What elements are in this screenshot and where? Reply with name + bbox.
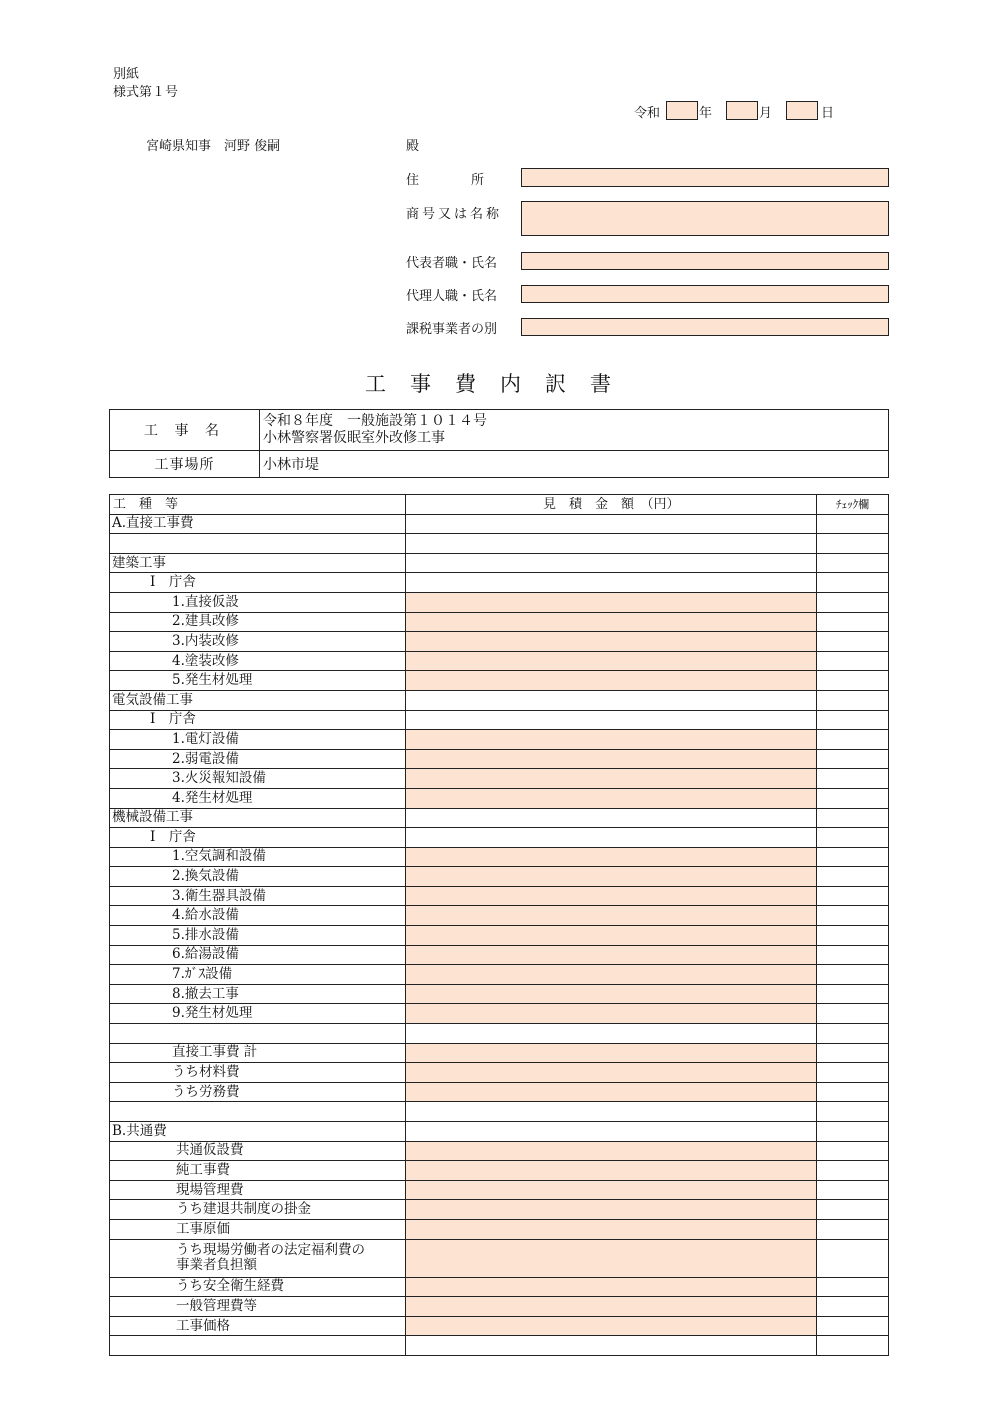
table-row	[110, 671, 889, 691]
month-label: 月	[759, 106, 773, 121]
column-header-check: ﾁｪｯｸ欄	[817, 495, 889, 515]
table-row	[110, 828, 889, 848]
amount-cell[interactable]	[406, 788, 817, 808]
table-row	[110, 632, 889, 652]
table-row	[110, 1082, 889, 1102]
row-label: 4.発生材処理	[110, 788, 406, 808]
check-cell	[817, 847, 889, 867]
row-label: 現場管理費	[110, 1180, 406, 1200]
agent-field[interactable]	[521, 285, 889, 303]
check-cell	[817, 1336, 889, 1356]
tax-field[interactable]	[521, 318, 889, 336]
row-label: 工事原価	[110, 1219, 406, 1239]
day-input[interactable]	[786, 101, 818, 120]
amount-cell	[406, 534, 817, 554]
row-label	[110, 534, 406, 554]
check-cell	[817, 690, 889, 710]
tax-label: 課税事業者の別	[406, 322, 498, 337]
check-cell	[817, 867, 889, 887]
project-place-value: 小林市堤	[260, 451, 889, 478]
agent-label: 代理人職・氏名	[406, 289, 498, 304]
check-cell	[817, 1180, 889, 1200]
check-cell	[817, 926, 889, 946]
row-label	[110, 1336, 406, 1356]
row-label: 共通仮設費	[110, 1141, 406, 1161]
amount-cell[interactable]	[406, 1082, 817, 1102]
table-row	[110, 769, 889, 789]
amount-cell	[406, 828, 817, 848]
table-row	[110, 534, 889, 554]
amount-cell[interactable]	[406, 867, 817, 887]
check-cell	[817, 769, 889, 789]
check-cell	[817, 632, 889, 652]
amount-cell[interactable]	[406, 847, 817, 867]
check-cell	[817, 612, 889, 632]
amount-cell[interactable]	[406, 769, 817, 789]
table-row	[110, 984, 889, 1004]
table-row	[110, 1102, 889, 1122]
table-row	[110, 651, 889, 671]
form-number: 様式第１号	[113, 85, 179, 100]
table-row	[110, 710, 889, 730]
amount-cell[interactable]	[406, 1180, 817, 1200]
amount-cell	[406, 1336, 817, 1356]
honorific: 殿	[406, 139, 420, 154]
amount-cell	[406, 553, 817, 573]
amount-cell[interactable]	[406, 886, 817, 906]
amount-cell[interactable]	[406, 730, 817, 750]
address-field[interactable]	[521, 168, 889, 187]
check-cell	[817, 534, 889, 554]
table-row	[110, 1180, 889, 1200]
amount-cell[interactable]	[406, 1219, 817, 1239]
table-row	[110, 573, 889, 593]
project-info-table	[109, 409, 889, 478]
row-label: Ⅰ 庁舎	[110, 828, 406, 848]
table-row	[110, 906, 889, 926]
row-label: 6.給湯設備	[110, 945, 406, 965]
table-row	[110, 612, 889, 632]
row-label: うち建退共制度の掛金	[110, 1200, 406, 1220]
check-cell	[817, 651, 889, 671]
row-label: 1.空気調和設備	[110, 847, 406, 867]
table-row	[110, 1122, 889, 1142]
project-name-line1: 令和８年度 一般施設第１０１４号	[263, 413, 487, 429]
table-row	[110, 1239, 889, 1277]
row-label: 3.衛生器具設備	[110, 886, 406, 906]
table-row	[110, 749, 889, 769]
day-label: 日	[821, 106, 835, 121]
check-cell	[817, 514, 889, 534]
row-label: うち安全衛生経費	[110, 1277, 406, 1297]
row-label: 5.発生材処理	[110, 671, 406, 691]
check-cell	[817, 592, 889, 612]
table-row	[110, 1336, 889, 1356]
row-label: 4.塗装改修	[110, 651, 406, 671]
attachment-label: 別紙	[113, 67, 140, 82]
table-row	[110, 1141, 889, 1161]
check-cell	[817, 906, 889, 926]
row-label: うち材料費	[110, 1063, 406, 1083]
representative-label: 代表者職・氏名	[406, 256, 498, 271]
amount-cell[interactable]	[406, 1200, 817, 1220]
check-cell	[817, 1024, 889, 1044]
amount-cell[interactable]	[406, 651, 817, 671]
amount-cell[interactable]	[406, 749, 817, 769]
year-label: 年	[699, 106, 713, 121]
address-label: 住 所	[406, 173, 485, 188]
check-cell	[817, 1141, 889, 1161]
table-row	[110, 926, 889, 946]
addressee: 宮崎県知事 河野 俊嗣	[146, 139, 281, 154]
amount-cell[interactable]	[406, 671, 817, 691]
row-label: Ⅰ 庁舎	[110, 710, 406, 730]
table-row	[110, 847, 889, 867]
amount-cell[interactable]	[406, 926, 817, 946]
row-label: 4.給水設備	[110, 906, 406, 926]
check-cell	[817, 1200, 889, 1220]
check-cell	[817, 1297, 889, 1317]
company-field[interactable]	[521, 201, 889, 236]
project-name-value	[260, 410, 889, 451]
row-label: 純工事費	[110, 1161, 406, 1181]
row-label: うち労務費	[110, 1082, 406, 1102]
row-label: 電気設備工事	[110, 690, 406, 710]
check-cell	[817, 1063, 889, 1083]
check-cell	[817, 886, 889, 906]
row-label	[110, 1024, 406, 1044]
check-cell	[817, 984, 889, 1004]
amount-cell[interactable]	[406, 632, 817, 652]
amount-cell[interactable]	[406, 1004, 817, 1024]
representative-field[interactable]	[521, 252, 889, 270]
row-label	[110, 1102, 406, 1122]
check-cell	[817, 1043, 889, 1063]
amount-cell	[406, 514, 817, 534]
table-row	[110, 1297, 889, 1317]
project-name-label: 工 事 名	[110, 410, 260, 451]
check-cell	[817, 1277, 889, 1297]
row-label: 2.建具改修	[110, 612, 406, 632]
row-label: 一般管理費等	[110, 1297, 406, 1317]
amount-cell[interactable]	[406, 1063, 817, 1083]
project-name-line2: 小林警察署仮眠室外改修工事	[263, 430, 445, 446]
cost-breakdown-table	[109, 494, 889, 1356]
check-cell	[817, 671, 889, 691]
table-row	[110, 965, 889, 985]
amount-cell	[406, 808, 817, 828]
check-cell	[817, 1004, 889, 1024]
amount-cell	[406, 690, 817, 710]
amount-cell[interactable]	[406, 612, 817, 632]
check-cell	[817, 808, 889, 828]
amount-cell[interactable]	[406, 945, 817, 965]
check-cell	[817, 730, 889, 750]
project-place-label: 工事場所	[110, 451, 260, 478]
row-label: 2.換気設備	[110, 867, 406, 887]
table-row	[110, 1043, 889, 1063]
amount-cell[interactable]	[406, 592, 817, 612]
check-cell	[817, 788, 889, 808]
row-label: 7.ｶﾞｽ設備	[110, 965, 406, 985]
check-cell	[817, 1122, 889, 1142]
amount-cell[interactable]	[406, 1043, 817, 1063]
amount-cell	[406, 1122, 817, 1142]
column-header-amount: 見 積 金 額 （円）	[406, 495, 817, 515]
table-row	[110, 592, 889, 612]
amount-cell[interactable]	[406, 1297, 817, 1317]
amount-cell[interactable]	[406, 1277, 817, 1297]
amount-cell	[406, 710, 817, 730]
table-row	[110, 1200, 889, 1220]
check-cell	[817, 1239, 889, 1277]
table-row	[110, 886, 889, 906]
check-cell	[817, 710, 889, 730]
company-label: 商号又は名称	[406, 207, 503, 222]
year-input[interactable]	[666, 101, 698, 120]
row-label: 直接工事費 計	[110, 1043, 406, 1063]
amount-cell[interactable]	[406, 1141, 817, 1161]
row-label: うち現場労働者の法定福利費の 事業者負担額	[110, 1239, 406, 1277]
check-cell	[817, 945, 889, 965]
row-label: 5.排水設備	[110, 926, 406, 946]
row-label: A.直接工事費	[110, 514, 406, 534]
amount-cell	[406, 1024, 817, 1044]
row-label: 1.直接仮設	[110, 592, 406, 612]
amount-cell[interactable]	[406, 984, 817, 1004]
row-label: B.共通費	[110, 1122, 406, 1142]
row-label: 3.内装改修	[110, 632, 406, 652]
table-row	[110, 1316, 889, 1336]
amount-cell[interactable]	[406, 1239, 817, 1277]
column-header-item: 工 種 等	[110, 495, 406, 515]
table-row	[110, 553, 889, 573]
row-label: 2.弱電設備	[110, 749, 406, 769]
row-label: 工事価格	[110, 1316, 406, 1336]
table-row	[110, 1063, 889, 1083]
check-cell	[817, 1082, 889, 1102]
check-cell	[817, 749, 889, 769]
amount-cell[interactable]	[406, 965, 817, 985]
table-row	[110, 1024, 889, 1044]
row-label: 建築工事	[110, 553, 406, 573]
amount-cell	[406, 573, 817, 593]
month-input[interactable]	[726, 101, 758, 120]
row-label: Ⅰ 庁舎	[110, 573, 406, 593]
table-row	[110, 808, 889, 828]
amount-cell[interactable]	[406, 1161, 817, 1181]
check-cell	[817, 1316, 889, 1336]
check-cell	[817, 1102, 889, 1122]
table-row	[110, 730, 889, 750]
table-row	[110, 1219, 889, 1239]
row-label: 3.火災報知設備	[110, 769, 406, 789]
check-cell	[817, 965, 889, 985]
table-row	[110, 1004, 889, 1024]
table-row	[110, 788, 889, 808]
row-label: 8.撤去工事	[110, 984, 406, 1004]
check-cell	[817, 1161, 889, 1181]
amount-cell[interactable]	[406, 906, 817, 926]
table-row	[110, 1277, 889, 1297]
amount-cell[interactable]	[406, 1316, 817, 1336]
row-label: 9.発生材処理	[110, 1004, 406, 1024]
era-label: 令和	[634, 106, 661, 121]
check-cell	[817, 1219, 889, 1239]
check-cell	[817, 828, 889, 848]
document-title: 工事費内訳書	[365, 372, 635, 396]
table-row	[110, 867, 889, 887]
table-row	[110, 945, 889, 965]
table-row	[110, 1161, 889, 1181]
amount-cell	[406, 1102, 817, 1122]
table-row	[110, 690, 889, 710]
check-cell	[817, 553, 889, 573]
row-label: 機械設備工事	[110, 808, 406, 828]
row-label: 1.電灯設備	[110, 730, 406, 750]
check-cell	[817, 573, 889, 593]
table-row	[110, 514, 889, 534]
